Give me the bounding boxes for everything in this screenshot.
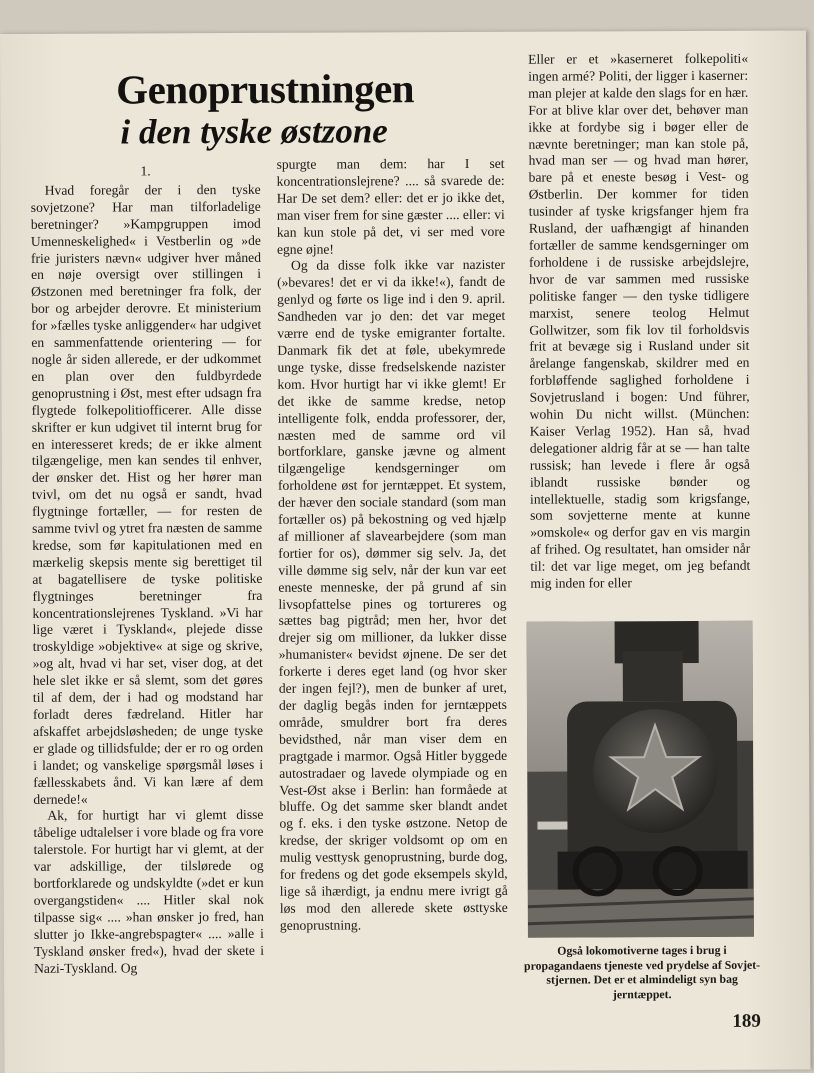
locomotive-photo (527, 621, 754, 938)
paragraph: Og da disse folk ikke var nazister (»bevares! det er vi da ikke!«), fandt de genlyd og førte os lige ind i den 9. april. Sandheden var jo den: det var meget værre end de tyske emigranter fortalte. Danmark fik det at føle, ubekymrede unge tyske, disse fredselskende nazister kom. Hvor hurtigt har vi ikke glemt! Er det ikke de samme kredse, netop intelligente folk, endda professorer, der, næsten med de samme ord vil bortforklare, ganske jævne og alment tilgængelige kendsgerninger om forholdene øst for jerntæppet. Et system, der hæver den sociale standard (som man fortæller os) på bekostning og ved hjælp af millioner af slavearbejdere (som man fortier for os), dømmer sig selv. Ja, det ville dømme sig selv, når der kun var eet eneste menneske, der på grund af sin livsopfattelse pines og tortureres og sættes bag pigtråd; men her, hvor det drejer sig om millioner, da lukker disse »humanister« bevidst øjnene. De ser det forkerte i deres eget land (og hvor sker der ingen fejl?), men de bunker af uret, der daglig begås inden for jerntæppets område, smuldrer bort fra deres bevidsthed, når man viser dem en pragtgade i marmor. Også Hitler byggede autostradaer og lavede olympiade og en Vest-Øst akse i Berlin: han formåede at bluffe. Og det samme sker blandt andet og f. eks. i den tyske østzone. Netop de kredse, der skriger voldsomt op om en mulig vesttysk genoprustning, burde dog, for fredens og det gode eksempels skyld, lige så ihærdigt, ja endnu mere ivrigt gå løs mod den allerede skete østtyske genoprustning. (277, 257, 508, 933)
paragraph: Hvad foregår der i den tyske sovjetzone? Har man tilforladelige beretninger? »Kampgruppen imod Umenneskelighed« i Vestberlin og »de frie juristers nævn« udgiver hver måned en nøje oversigt over stillingen i Østzonen med beretninger fra folk, der bor og arbejder derovre. Et ministerium for »fælles tyske anliggender« har udgivet en sammenfattende orientering — for nogle år siden allerede, er der udkommet en plan over den fuldbyrdede genoprustning i Øst, mest efter udsagn fra flygtede folkepolitiofficerer. Alle disse skrifter er kun udgivet til internt brug for en interesseret kreds; de er ikke alment tilgængelige, men kan sendes til enhver, der ønsker det. Hist og her hører man tvivl, om det nu også er sandt, hvad flygtninge fortæller, — for resten de samme tvivl og ytret fra næsten de samme kredse, som før kapitulationen med en mærkelig skepsis mente sig berettiget til at bagatellisere de tyske politiske flygtninges beretninger fra koncentrationslejrenes Tyskland. »Vi har lige været i Tyskland«, plejede disse troskyldige »objektive« at sige og skrive, »og alt, hvad vi har set, viser dog, at det hele slet ikke er så slemt, som det gøres til af dem, der i had og modstand har forladt deres fædreland. Hitler har afskaffet arbejdsløsheden; de unge tyske er glade og tillidsfulde; der er ro og orden i landet; og vanskelige spørgsmål løses i fællesskabets ånd. Vi kan lære af dem dernede!« (30, 181, 264, 807)
article-title: Genoprustningen (116, 65, 415, 113)
locomotive-illustration (527, 621, 754, 938)
paragraph: Ak, for hurtigt har vi glemt disse tåbelige udtalelser i vore blade og fra vore talerstole. For hurtigt har vi glemt, at der var adskillige, der tilslørede og bortforklarede og undskyldte (»det er kun overgangstiden« .... Hitler skal nok tilpasse sig« .... »han ønsker jo fred, han slutter jo Ikke-angrebspagter« .... »alle i Tyskland ønsker fred«), hvad der skete i Nazi-Tyskland. Og (33, 807, 265, 976)
paragraph: spurgte man dem: har I set koncentrationslejrene? .... så svarede de: Har De set dem? eller: det er jo ikke det, man viser frem for sine gæster .... eller: vi kan kun stole på det, vi ser med vore egne øjne! (276, 155, 505, 257)
magazine-page (0, 30, 811, 1073)
text-column-1 (31, 163, 265, 977)
paragraph: Eller er et »kaserneret folkepoliti« ingen armé? Politi, der ligger i kaserner: man plejer at kalde den slags for en hær. For at blive klar over det, behøver man ikke at fordybe sig i bøger eller de nævnte beretninger; man kan stole på, hvad man ser — og hvad man hører, bare på et eneste besøg i Vest- og Østberlin. Der kommer for tiden tusinder af tyske krigsfanger hjem fra Rusland, der uafhængigt af hinanden fortæller de samme kendsgerninger om forholdene i de russiske arbejdslejre, hvor de var sammen med russiske politiske fanger — den tyske tidligere marxist, senere teolog Helmut Gollwitzer, som fik lov til forholdsvis frit at bevæge sig i Rusland under sit årelange fangenskab, skildrer med en forbløffende saglighed forholdene i Sovjetrusland i bogen: Und führer, wohin Du nicht willst. (München: Kaiser Verlag 1952). Han så, hvad delegationer aldrig får at se — han talte russisk; han levede i flere år også iblandt russiske bønder og intellektuelle, stadig som krigsfange, som sovjetterne mente at kunne »omskole« og derfor gav en vis margin af frihed. Og resultatet, han omsider når til: det var lige meget, om jeg befandt mig inden for eller (528, 50, 751, 591)
text-column-3 (528, 51, 750, 593)
text-column-2 (277, 156, 508, 935)
section-number: 1. (140, 163, 151, 179)
photo-caption: Også lokomotiverne tages i brug i propagandaens tjeneste ved prydelse af Sovjet-stjernen. Det er et almindeligt syn bag jerntæppet. (524, 942, 761, 1002)
page-number: 189 (732, 1010, 761, 1032)
article-subtitle: i den tyske østzone (120, 111, 388, 152)
